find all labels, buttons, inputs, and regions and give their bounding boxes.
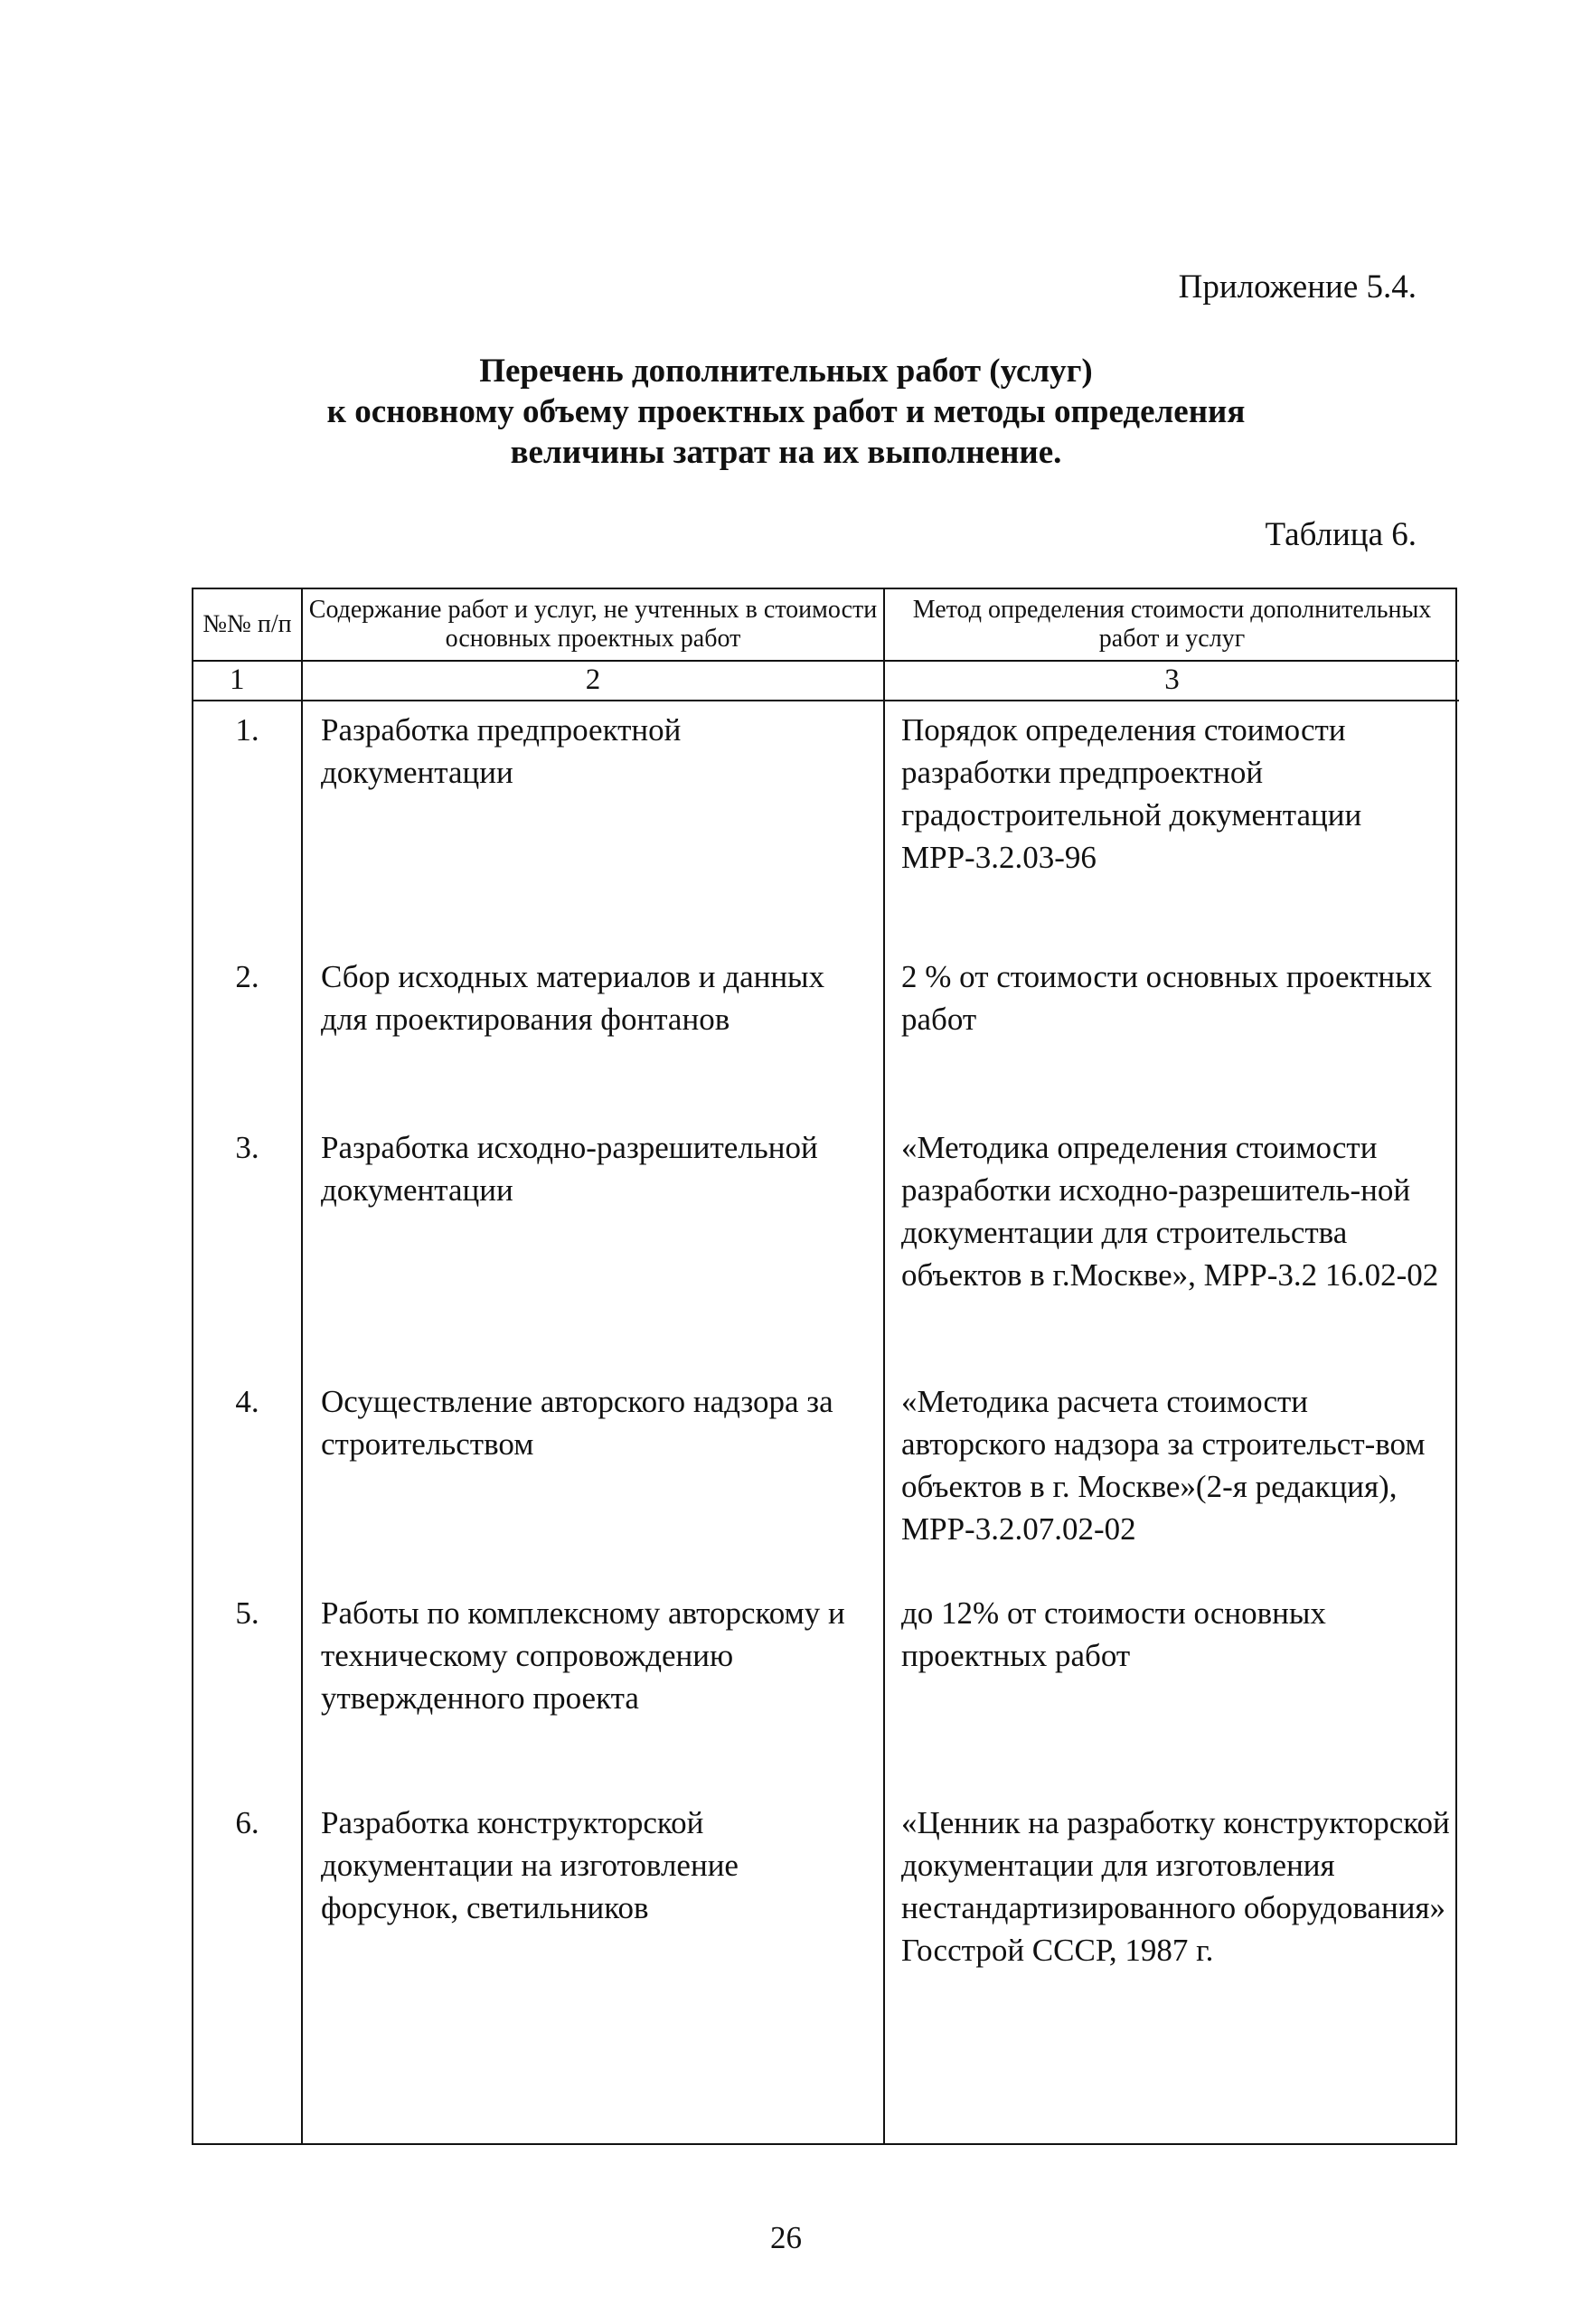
title-line: величины затрат на их выполнение. [510, 434, 1062, 471]
header-number: №№ п/п [193, 589, 302, 661]
work-content: Разработка предпроектной документации [302, 701, 884, 948]
works-table [192, 588, 1457, 2145]
page-number: 26 [770, 2220, 802, 2255]
appendix-label: Приложение 5.4. [1178, 268, 1417, 306]
title-line: к основному объему проектных работ и методы определения [326, 393, 1246, 430]
column-number: 1 [193, 661, 302, 701]
header-method: Метод определения стоимости дополнительных работ и услуг [884, 589, 1459, 661]
work-content: Работы по комплексному авторскому и техническому сопровождению утвержденного проекта [302, 1585, 884, 1793]
table-label: Таблица 6. [1265, 516, 1417, 553]
cost-method: Порядок определения стоимости разработки предпроектной градостроительной документации МРР-3.2.03-96 [884, 701, 1459, 948]
table-row [193, 1373, 1459, 1585]
document-title [0, 351, 1572, 473]
column-number: 3 [884, 661, 1459, 701]
cost-method: до 12% от стоимости основных проектных работ [884, 1585, 1459, 1793]
row-number: 1. [235, 712, 259, 748]
column-number-row [193, 661, 1459, 701]
work-content: Сбор исходных материалов и данных для проектирования фонтанов [302, 948, 884, 1119]
table-row [193, 1119, 1459, 1374]
cost-method: «Методика определения стоимости разработки исходно-разрешитель-ной документации для строительства объектов в г.Москве», МРР-3.2 16.02-02 [884, 1119, 1459, 1374]
table-row [193, 948, 1459, 1119]
table-row [193, 1794, 1459, 2143]
table-row [193, 1585, 1459, 1793]
row-number: 5. [235, 1595, 259, 1632]
cost-method: 2 % от стоимости основных проектных работ [884, 948, 1459, 1119]
work-content: Осуществление авторского надзора за строительством [302, 1373, 884, 1585]
row-number: 2. [235, 958, 259, 994]
row-number: 3. [235, 1129, 259, 1165]
header-content: Содержание работ и услуг, не учтенных в стоимости основных проектных работ [302, 589, 884, 661]
table-header-row [193, 589, 1459, 661]
table-row [193, 701, 1459, 948]
work-content: Разработка конструкторской документации на изготовление форсунок, светильников [302, 1794, 884, 2143]
cost-method: «Методика расчета стоимости авторского надзора за строительст-вом объектов в г. Москве»(2-я редакция), МРР-3.2.07.02-02 [884, 1373, 1459, 1585]
title-line: Перечень дополнительных работ (услуг) [479, 353, 1093, 390]
row-number: 6. [235, 1804, 259, 1840]
cost-method: «Ценник на разработку конструкторской документации для изготовления нестандартизированного оборудования» Госстрой СССР, 1987 г. [884, 1794, 1459, 2143]
row-number: 4. [235, 1384, 259, 1420]
column-number: 2 [302, 661, 884, 701]
work-content: Разработка исходно-разрешительной документации [302, 1119, 884, 1374]
